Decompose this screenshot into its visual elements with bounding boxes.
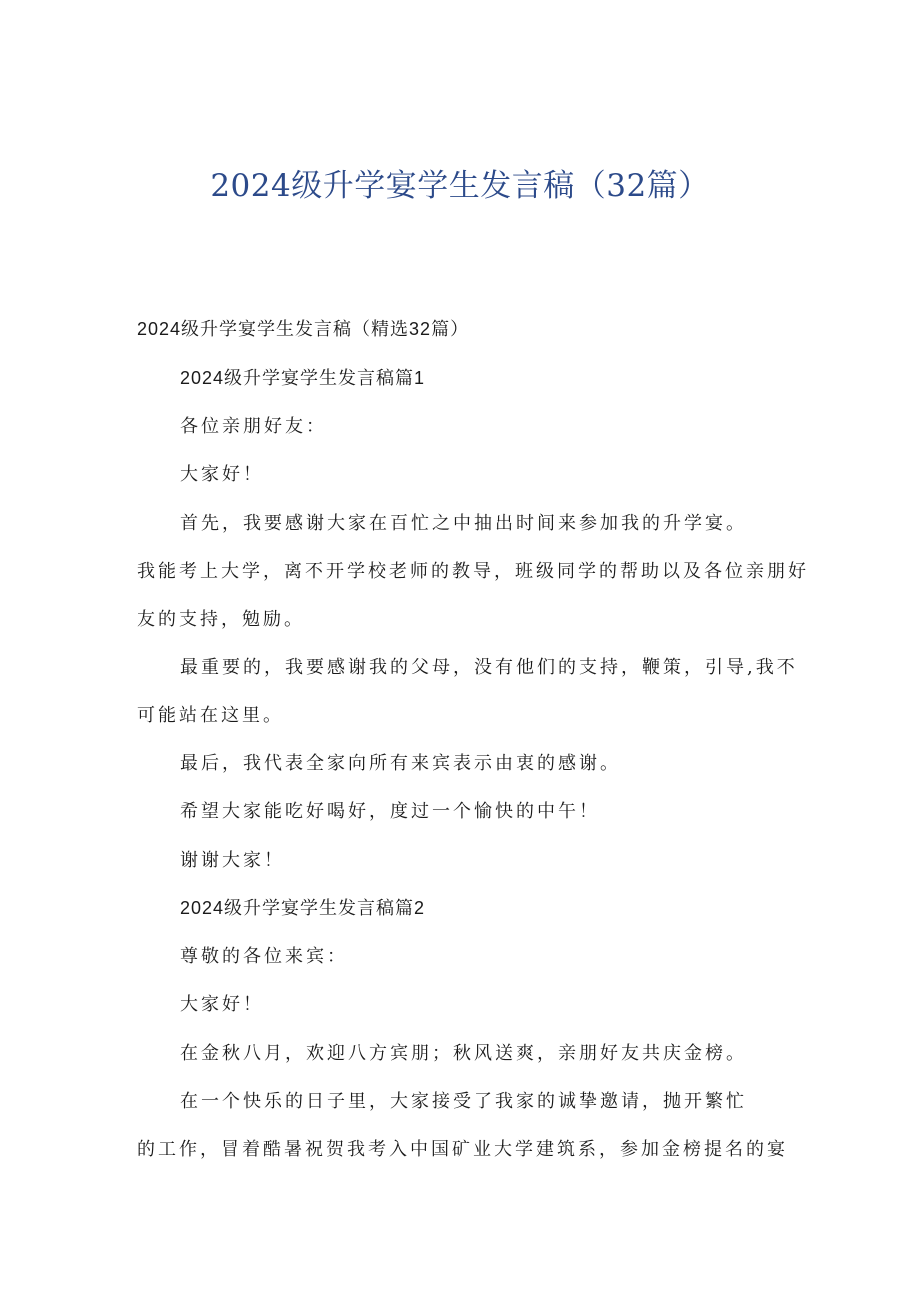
doc-subtitle: 2024级升学宴学生发言稿（精选32篇） — [137, 319, 470, 339]
paragraph-line: 的工作，冒着酷暑祝贺我考入中国矿业大学建筑系，参加金榜提名的宴 — [137, 1139, 788, 1160]
section-heading-1: 2024级升学宴学生发言稿篇1 — [180, 368, 426, 388]
paragraph-line: 友的支持，勉励。 — [137, 609, 305, 630]
paragraph-line: 谢谢大家！ — [180, 850, 285, 871]
paragraph-line: 我能考上大学，离不开学校老师的教导，班级同学的帮助以及各位亲朋好 — [137, 561, 809, 582]
paragraph-line: 尊敬的各位来宾： — [180, 946, 348, 967]
paragraph-line: 最后，我代表全家向所有来宾表示由衷的感谢。 — [180, 753, 621, 774]
paragraph-line: 最重要的，我要感谢我的父母，没有他们的支持，鞭策，引导,我不 — [180, 657, 798, 678]
paragraph-line: 首先，我要感谢大家在百忙之中抽出时间来参加我的升学宴。 — [180, 513, 747, 534]
paragraph-line: 大家好！ — [180, 994, 264, 1015]
paragraph-line: 可能站在这里。 — [137, 705, 284, 726]
paragraph-line: 在一个快乐的日子里，大家接受了我家的诚挚邀请，抛开繁忙 — [180, 1091, 747, 1112]
document-title: 2024级升学宴学生发言稿（32篇） — [210, 168, 710, 204]
paragraph-line: 希望大家能吃好喝好，度过一个愉快的中午！ — [180, 801, 600, 822]
section-heading-2: 2024级升学宴学生发言稿篇2 — [180, 898, 426, 918]
paragraph-line: 在金秋八月，欢迎八方宾朋；秋风送爽，亲朋好友共庆金榜。 — [180, 1043, 747, 1064]
paragraph-line: 大家好！ — [180, 464, 264, 485]
paragraph-line: 各位亲朋好友： — [180, 416, 327, 437]
